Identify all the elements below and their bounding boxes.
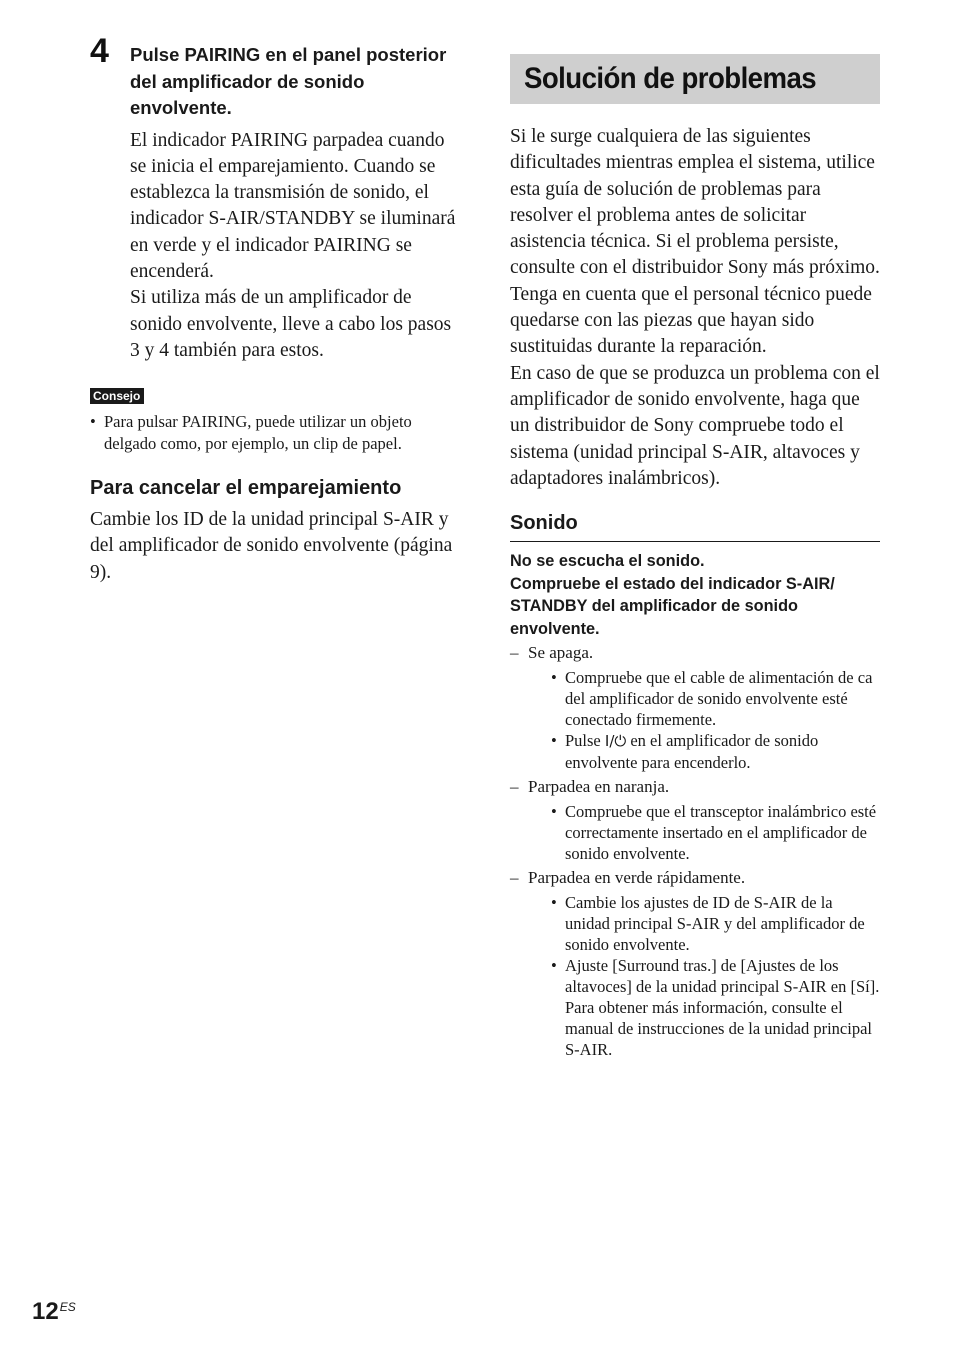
- step-number: 4: [90, 32, 109, 70]
- case-bullets: [547, 892, 880, 1060]
- case-bullets: [547, 801, 880, 864]
- cancel-pairing-heading: Para cancelar el emparejamiento: [90, 477, 402, 500]
- step-body: [130, 128, 462, 365]
- cancel-pairing-body: Cambie los ID de la unidad principal S-AIR y del amplificador de sonido envolvente (página 9).: [90, 508, 453, 583]
- step-heading: Pulse PAIRING en el panel posterior del amplificador de sonido envolvente.: [130, 44, 447, 118]
- case-bullet: • Cambie los ajustes de ID de S-AIR de la unidad principal S-AIR y del amplificador de sonido envolvente.: [547, 892, 880, 955]
- dash-marker: –: [510, 777, 519, 797]
- tip-item: • Para pulsar PAIRING, puede utilizar un objeto delgado como, por ejemplo, un clip de papel.: [90, 411, 462, 455]
- step-paragraph: Si utiliza más de un amplificador de sonido envolvente, lleve a cabo los pasos 3 y 4 también para estos.: [130, 287, 452, 361]
- case-item: [510, 642, 880, 773]
- case-bullet: • Compruebe que el cable de alimentación de ca del amplificador de sonido envolvente esté conectado firmemente.: [547, 667, 880, 730]
- intro-paragraph: En caso de que se produzca un problema con el amplificador de sonido envolvente, haga que un distribuidor de Sony compruebe todo el sistema (unidad principal S-AIR, altavoces y adaptadores inalámbricos).: [510, 362, 880, 489]
- case-bullet: • Compruebe que el transceptor inalámbrico esté correctamente insertado en el amplificador de sonido envolvente.: [547, 801, 880, 864]
- dash-marker: –: [510, 868, 519, 888]
- case-bullet: • Pulse I/⏻ en el amplificador de sonido envolvente para encenderlo.: [547, 730, 880, 773]
- case-label: Parpadea en verde rápidamente.: [528, 868, 746, 888]
- case-label: Parpadea en naranja.: [528, 777, 670, 797]
- problem-title: No se escucha el sonido.: [510, 552, 705, 571]
- sound-heading: Sonido: [510, 512, 880, 542]
- page-number: [32, 1298, 76, 1326]
- power-icon: I/⏻: [604, 732, 627, 751]
- case-bullets: [547, 667, 880, 773]
- tip-list: [90, 411, 462, 455]
- intro-text: [510, 124, 880, 492]
- page-language: ES: [59, 1300, 76, 1314]
- intro-paragraph: Si le surge cualquiera de las siguientes dificultades mientras emplea el sistema, utilice esta guía de solución de problemas para resolver el problema antes de solicitar asistencia técnica. Si el problema persiste, consulte con el distribuidor Sony más próximo.: [510, 126, 880, 279]
- intro-paragraph: Tenga en cuenta que el personal técnico puede quedarse con las piezas que hayan sido sustituidas durante la reparación.: [510, 283, 872, 358]
- section-title: Solución de problemas: [524, 62, 817, 95]
- case-bullet: • Ajuste [Surround tras.] de [Ajustes de los altavoces] de la unidad principal S-AIR en [Sí]. Para obtener más información, consulte el manual de instrucciones de la unidad principal S-AIR.: [547, 955, 880, 1060]
- section-title-bar: [510, 54, 880, 104]
- tip-badge: Consejo: [90, 388, 144, 404]
- case-item: [510, 867, 880, 1060]
- dash-marker: –: [510, 643, 519, 663]
- page-number-value: 12: [32, 1298, 59, 1325]
- case-label: Se apaga.: [528, 643, 594, 663]
- problem-subtitle: Compruebe el estado del indicador S-AIR/ STANDBY del amplificador de sonido envolvente.: [510, 574, 835, 638]
- step-paragraph: El indicador PAIRING parpadea cuando se inicia el emparejamiento. Cuando se establezca la transmisión de sonido, el indicador S-AIR/STANDBY se iluminará en verde y el indicador PAIRING se encenderá.: [130, 129, 456, 282]
- case-item: [510, 776, 880, 864]
- left-column: [90, 34, 462, 586]
- step-4: [90, 34, 462, 364]
- case-list: [510, 642, 880, 1060]
- problem-heading: [510, 550, 880, 640]
- right-column: [510, 54, 880, 1063]
